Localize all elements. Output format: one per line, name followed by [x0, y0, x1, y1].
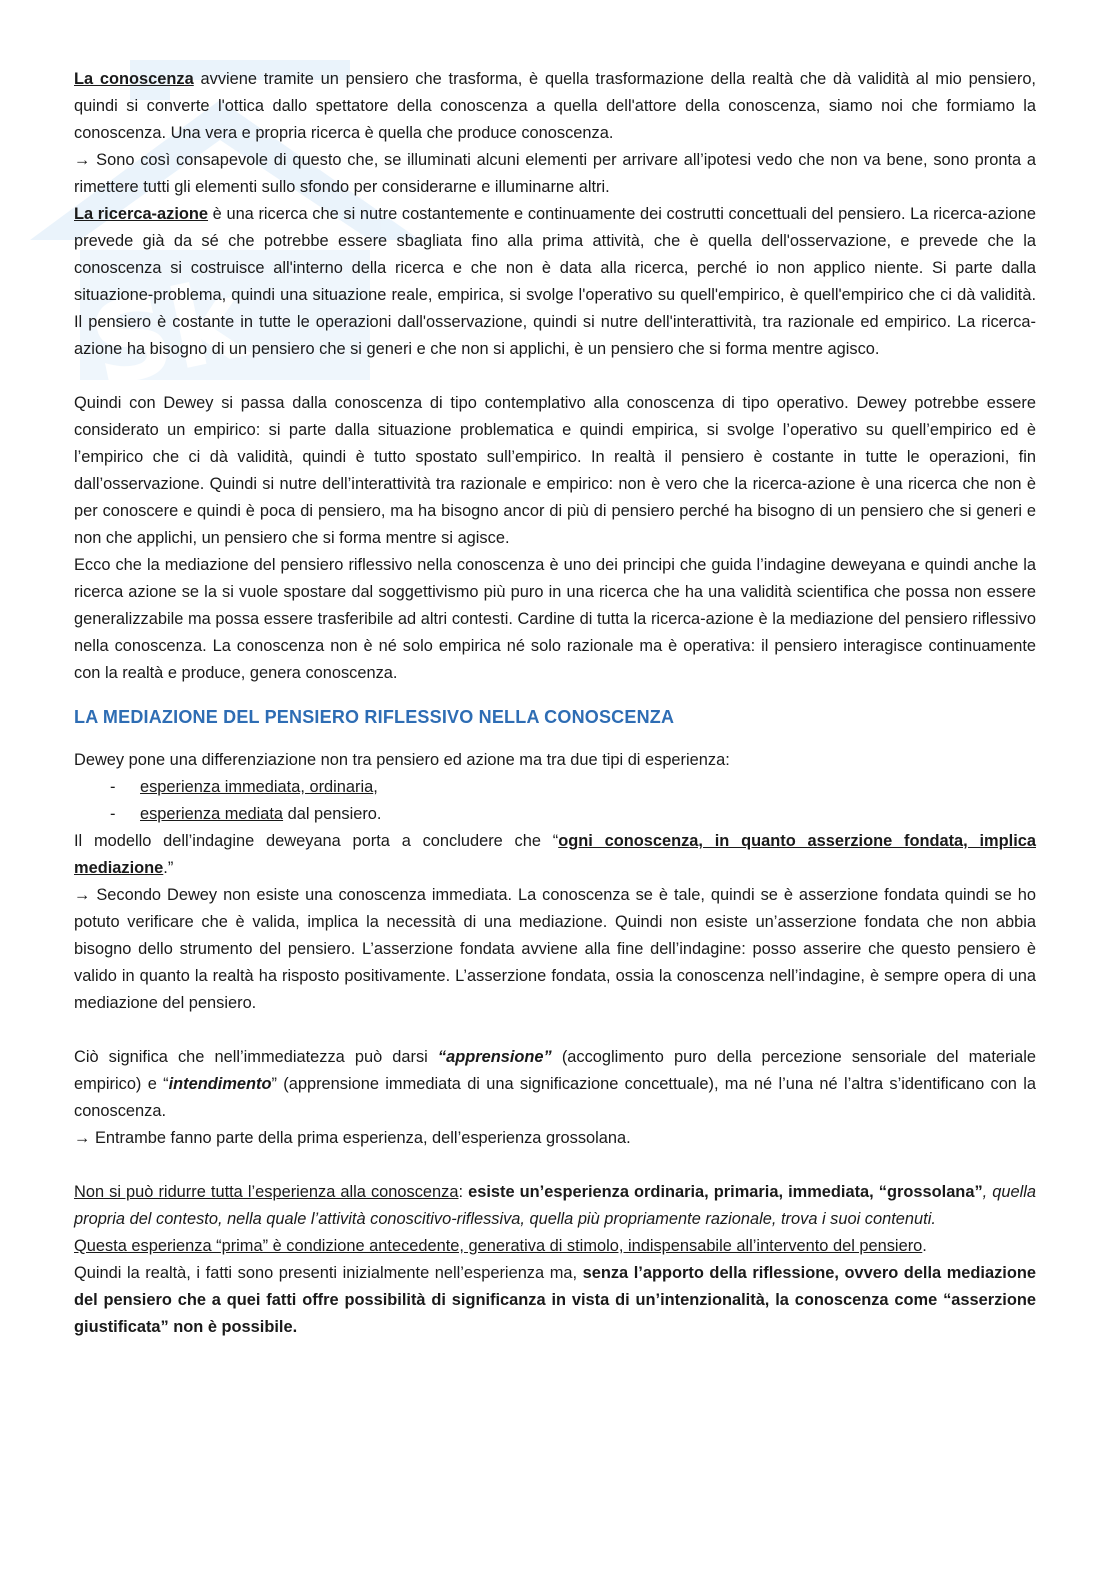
document-body	[74, 66, 1036, 1341]
paragraph-esperienza: Non si può ridurre tutta l’esperienza alla conoscenza: esiste un’esperienza ordinaria, primaria, immediata, “grossolana”, quella propria del contesto, nella quale l’attività conoscitivo-riflessiva, quella più propriamente razionale, trova i suoi contenuti.	[74, 1183, 1037, 1228]
paragraph-conoscenza	[74, 66, 1036, 147]
section-heading: LA MEDIAZIONE DEL PENSIERO RIFLESSIVO NELLA CONOSCENZA	[74, 707, 675, 727]
paragraph-text: è una ricerca che si nutre costantemente e continuamente dei costrutti concettuali del pensiero. La ricerca-azione prevede già da sé che potrebbe essere sbagliata fino alla prima attività, che è quella dell'osservazione, e prevede che la conoscenza si costruisce all'interno della ricerca e che non è data alla ricerca, perché io non applico niente. Si parte dalla situazione-problema, quindi una situazione reale, empirica, si svolge l'operativo su quell'empirico, è quell'empirico che ci dà validità. Il pensiero è costante in tutte le operazioni dall'osservazione, quindi si nutre dell'interattività, tra razionale ed empirico. La ricerca-azione ha bisogno di un pensiero che si generi e che non si applichi, è un pensiero che si forma mentre agisco.	[74, 205, 1037, 358]
paragraph-apprensione: Ciò significa che nell’immediatezza può darsi “apprensione” (accoglimento puro della percezione sensoriale del materiale empirico) e “intendimento” (apprensione immediata di una significazione concettuale), ma né l’una né l’altra s’identificano con la conoscenza.	[74, 1048, 1036, 1120]
paragraph-consapevole	[74, 147, 1036, 201]
list-item: - esperienza immediata, ordinaria,	[110, 774, 1036, 801]
paragraph-conclusione: Quindi la realtà, i fatti sono presenti inizialmente nell’esperienza ma, senza l’apporto della riflessione, ovvero della mediazione del pensiero che a quei fatti offre possibilità di significanza in vista di un’intenzionalità, la conoscenza come “asserzione giustificata” non è possibile.	[74, 1264, 1036, 1336]
term-ricerca-azione: La ricerca-azione	[74, 205, 209, 223]
svg-text:Sk: Sk	[79, 254, 256, 412]
arrow-icon: →	[74, 886, 91, 904]
term-conoscenza: La conoscenza	[74, 70, 194, 88]
paragraph-esperienza-prima: Questa esperienza “prima” è condizione antecedente, generativa di stimolo, indispensabile all’intervento del pensiero.	[74, 1237, 927, 1255]
paragraph-ricerca-azione	[74, 201, 1036, 363]
term-apprensione: “apprensione”	[437, 1048, 552, 1066]
paragraph-text: Sono così consapevole di questo che, se illuminati alcuni elementi per arrivare all’ipotesi vedo che non va bene, sono pronta a rimettere tutti gli elementi sullo sfondo per considerarne e illuminarne altri.	[74, 151, 1036, 196]
paragraph-secondo-dewey: → Secondo Dewey non esiste una conoscenza immediata. La conoscenza se è tale, quindi se è asserzione fondata quindi se ho potuto verificare che è valida, implica la necessità di una mediazione. Quindi non esiste un’asserzione fondata che non abbia bisogno dello strumento del pensiero. L’asserzione fondata avviene alla fine dell’indagine: posso asserire che questo pensiero è valido in quanto la realtà ha risposto positivamente. L’asserzione fondata, ossia la conoscenza nell’indagine, è sempre opera di una mediazione del pensiero.	[74, 886, 1036, 1012]
paragraph-entrambe: → Entrambe fanno parte della prima esperienza, dell’esperienza grossolana.	[74, 1129, 631, 1147]
list-item: - esperienza mediata dal pensiero.	[110, 801, 1036, 828]
arrow-icon: →	[74, 151, 91, 169]
paragraph-dewey: Quindi con Dewey si passa dalla conoscenza di tipo contemplativo alla conoscenza di tipo operativo. Dewey potrebbe essere considerato un empirico: si parte dalla situazione problematica e quindi empirica, si svolge l’operativo su quell’empirico ed è l’empirico che ci dà validità, quindi è tutto spostato sull’empirico. In realtà il pensiero è costante in tutte le operazioni, fin dall’osservazione. Quindi si nutre dell’interattività tra razionale e empirico: non è vero che la ricerca-azione è una ricerca che non è per conoscere e quindi è poca di pensiero, ma ha bisogno ancor di più di pensiero perché ha bisogno di un pensiero che si generi e non che applichi, un pensiero che si forma mentre si agisce.	[74, 394, 1036, 547]
key-statement: ogni conoscenza, in quanto asserzione fondata, implica mediazione	[74, 832, 1036, 877]
arrow-icon: →	[74, 1129, 91, 1147]
paragraph-text: avviene tramite un pensiero che trasforma, è quella trasformazione della realtà che dà validità al mio pensiero, quindi si converte l'ottica dallo spettatore della conoscenza a quella dell'attore della conoscenza, siamo noi che formiamo la conoscenza. Una vera e propria ricerca è quella che produce conoscenza.	[74, 70, 1036, 142]
paragraph-differenziazione: Dewey pone una differenziazione non tra pensiero ed azione ma tra due tipi di esperienza:	[74, 751, 730, 769]
term-intendimento: intendimento	[168, 1075, 272, 1093]
experience-list	[74, 774, 1036, 828]
paragraph-mediazione: Ecco che la mediazione del pensiero riflessivo nella conoscenza è uno dei principi che guida l’indagine deweyana e quindi anche la ricerca azione se la si vuole spostare dal soggettivismo più puro in una ricerca che ha una validità scientifica che possa non essere generalizzabile ma possa essere trasferibile ad altri contesti. Cardine di tutta la ricerca-azione è la mediazione del pensiero riflessivo nella conoscenza. La conoscenza non è né solo empirica né solo razionale ma è operativa: il pensiero interagisce continuamente con la realtà e produce, genera conoscenza.	[74, 556, 1036, 682]
paragraph-modello: Il modello dell’indagine deweyana porta a concludere che “ogni conoscenza, in quanto asserzione fondata, implica mediazione.”	[74, 832, 1036, 877]
